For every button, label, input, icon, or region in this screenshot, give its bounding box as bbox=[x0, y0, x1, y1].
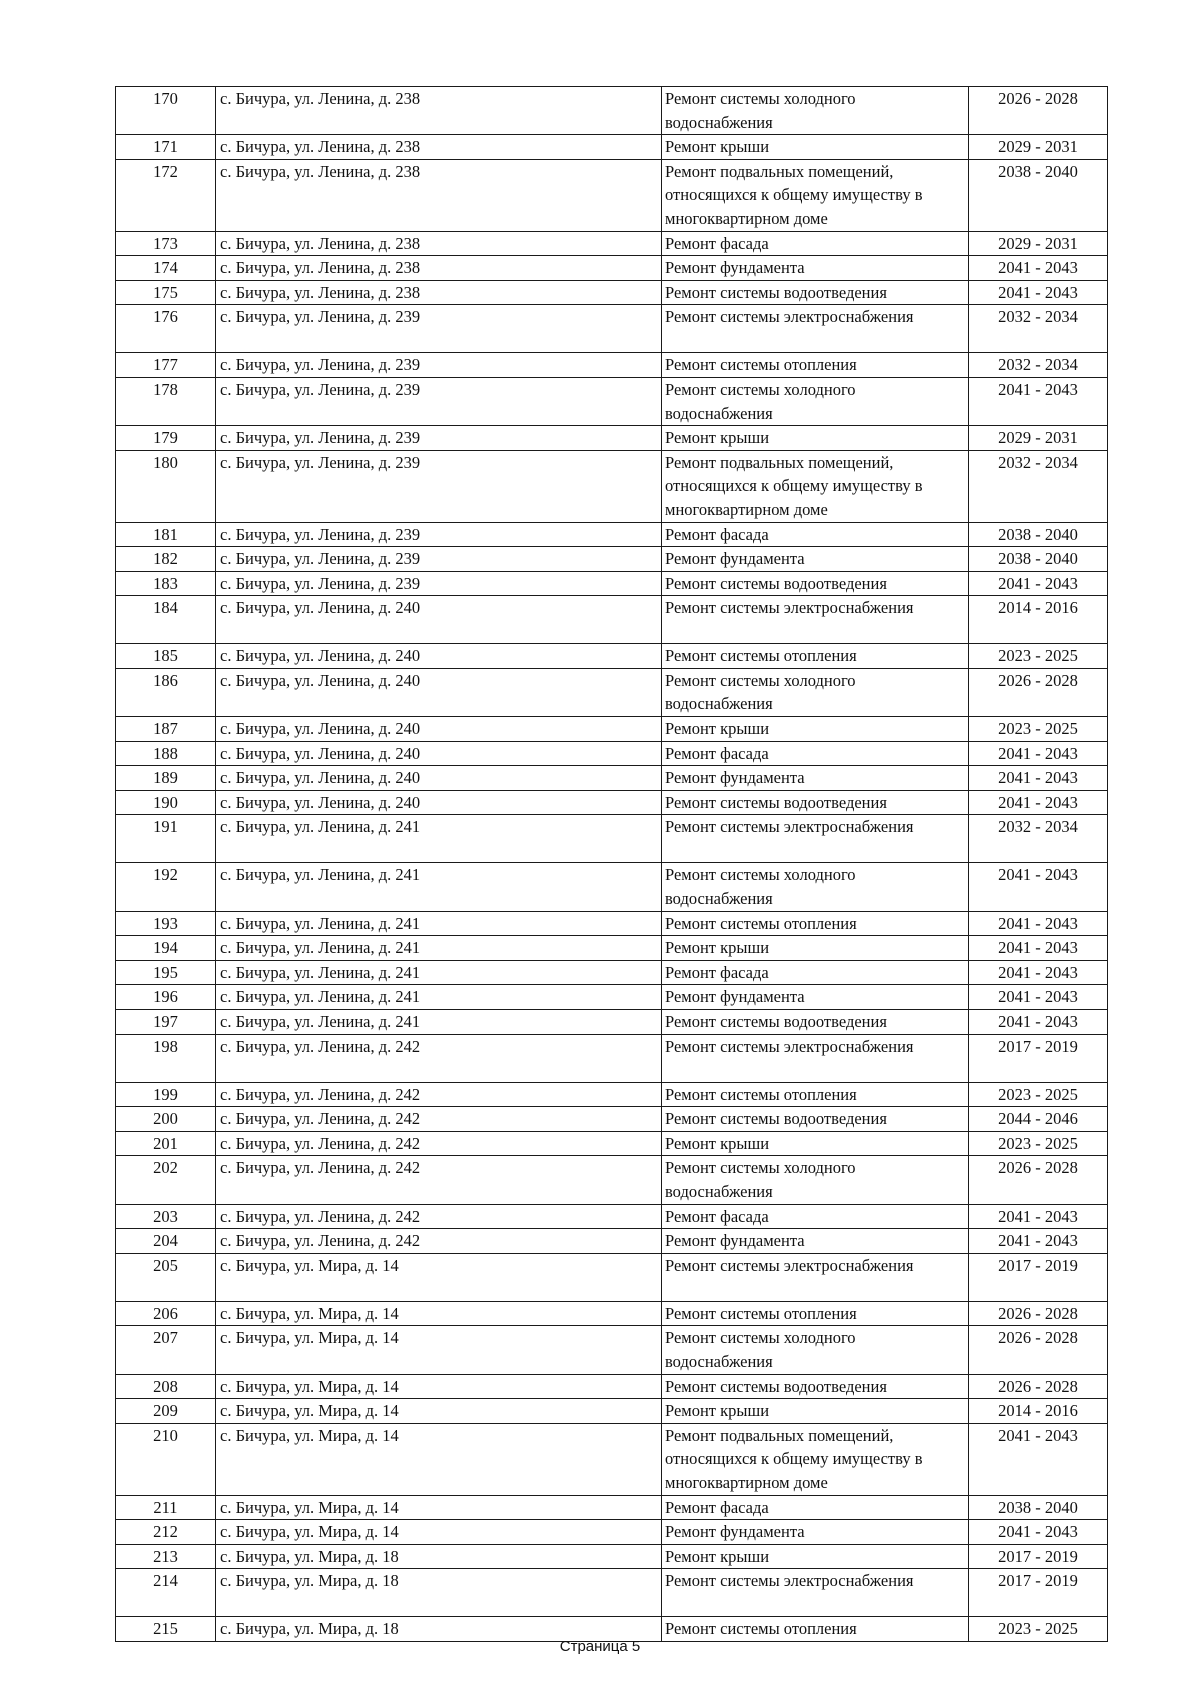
period-cell: 2041 - 2043 bbox=[969, 766, 1108, 791]
row-number-cell: 197 bbox=[116, 1010, 216, 1035]
table-row bbox=[116, 863, 1108, 911]
row-number-cell: 181 bbox=[116, 522, 216, 547]
row-number-cell: 180 bbox=[116, 450, 216, 522]
address-cell: с. Бичура, ул. Ленина, д. 242 bbox=[216, 1131, 662, 1156]
table-row bbox=[116, 1544, 1108, 1569]
table-row bbox=[116, 1301, 1108, 1326]
table-row bbox=[116, 231, 1108, 256]
row-number-cell: 189 bbox=[116, 766, 216, 791]
row-number-cell: 170 bbox=[116, 87, 216, 135]
table-row bbox=[116, 426, 1108, 451]
work-type-cell: Ремонт фасада bbox=[662, 231, 969, 256]
work-type-cell: Ремонт фасада bbox=[662, 1495, 969, 1520]
work-type-cell: Ремонт крыши bbox=[662, 717, 969, 742]
row-number-cell: 172 bbox=[116, 159, 216, 231]
row-number-cell: 198 bbox=[116, 1034, 216, 1082]
table-row bbox=[116, 741, 1108, 766]
period-cell: 2029 - 2031 bbox=[969, 135, 1108, 160]
address-cell: с. Бичура, ул. Мира, д. 18 bbox=[216, 1617, 662, 1642]
table-row bbox=[116, 717, 1108, 742]
address-cell: с. Бичура, ул. Ленина, д. 239 bbox=[216, 571, 662, 596]
period-cell: 2026 - 2028 bbox=[969, 1326, 1108, 1374]
period-cell: 2026 - 2028 bbox=[969, 1156, 1108, 1204]
address-cell: с. Бичура, ул. Ленина, д. 240 bbox=[216, 668, 662, 716]
table-row bbox=[116, 1520, 1108, 1545]
work-type-cell: Ремонт системы холодного водоснабжения bbox=[662, 1156, 969, 1204]
address-cell: с. Бичура, ул. Мира, д. 14 bbox=[216, 1399, 662, 1424]
row-number-cell: 208 bbox=[116, 1374, 216, 1399]
table-row bbox=[116, 790, 1108, 815]
period-cell: 2023 - 2025 bbox=[969, 717, 1108, 742]
work-type-cell: Ремонт фундамента bbox=[662, 1520, 969, 1545]
row-number-cell: 184 bbox=[116, 596, 216, 644]
address-cell: с. Бичура, ул. Ленина, д. 242 bbox=[216, 1034, 662, 1082]
table-row bbox=[116, 547, 1108, 572]
work-type-cell: Ремонт системы водоотведения bbox=[662, 1010, 969, 1035]
period-cell: 2041 - 2043 bbox=[969, 571, 1108, 596]
address-cell: с. Бичура, ул. Мира, д. 14 bbox=[216, 1423, 662, 1495]
period-cell: 2026 - 2028 bbox=[969, 1374, 1108, 1399]
work-type-cell: Ремонт системы отопления bbox=[662, 1617, 969, 1642]
period-cell: 2041 - 2043 bbox=[969, 1229, 1108, 1254]
row-number-cell: 215 bbox=[116, 1617, 216, 1642]
work-type-cell: Ремонт фундамента bbox=[662, 1229, 969, 1254]
address-cell: с. Бичура, ул. Ленина, д. 242 bbox=[216, 1107, 662, 1132]
table-row bbox=[116, 936, 1108, 961]
row-number-cell: 196 bbox=[116, 985, 216, 1010]
row-number-cell: 185 bbox=[116, 644, 216, 669]
address-cell: с. Бичура, ул. Ленина, д. 241 bbox=[216, 911, 662, 936]
work-type-cell: Ремонт системы электроснабжения bbox=[662, 815, 969, 863]
address-cell: с. Бичура, ул. Ленина, д. 239 bbox=[216, 522, 662, 547]
work-type-cell: Ремонт крыши bbox=[662, 936, 969, 961]
period-cell: 2041 - 2043 bbox=[969, 1520, 1108, 1545]
work-type-cell: Ремонт системы электроснабжения bbox=[662, 305, 969, 353]
period-cell: 2029 - 2031 bbox=[969, 426, 1108, 451]
work-type-cell: Ремонт системы водоотведения bbox=[662, 1374, 969, 1399]
table-row bbox=[116, 280, 1108, 305]
row-number-cell: 206 bbox=[116, 1301, 216, 1326]
period-cell: 2014 - 2016 bbox=[969, 596, 1108, 644]
address-cell: с. Бичура, ул. Ленина, д. 240 bbox=[216, 644, 662, 669]
table-row bbox=[116, 1253, 1108, 1301]
table-row bbox=[116, 377, 1108, 425]
work-type-cell: Ремонт системы отопления bbox=[662, 353, 969, 378]
period-cell: 2041 - 2043 bbox=[969, 1423, 1108, 1495]
address-cell: с. Бичура, ул. Ленина, д. 241 bbox=[216, 1010, 662, 1035]
work-type-cell: Ремонт системы электроснабжения bbox=[662, 1569, 969, 1617]
table-row bbox=[116, 668, 1108, 716]
period-cell: 2017 - 2019 bbox=[969, 1569, 1108, 1617]
row-number-cell: 212 bbox=[116, 1520, 216, 1545]
table-row bbox=[116, 1229, 1108, 1254]
work-type-cell: Ремонт системы отопления bbox=[662, 1082, 969, 1107]
table-row bbox=[116, 596, 1108, 644]
table-row bbox=[116, 135, 1108, 160]
table-row bbox=[116, 450, 1108, 522]
address-cell: с. Бичура, ул. Мира, д. 18 bbox=[216, 1544, 662, 1569]
address-cell: с. Бичура, ул. Ленина, д. 241 bbox=[216, 815, 662, 863]
row-number-cell: 175 bbox=[116, 280, 216, 305]
table-row bbox=[116, 353, 1108, 378]
address-cell: с. Бичура, ул. Ленина, д. 242 bbox=[216, 1082, 662, 1107]
period-cell: 2041 - 2043 bbox=[969, 1204, 1108, 1229]
period-cell: 2032 - 2034 bbox=[969, 353, 1108, 378]
address-cell: с. Бичура, ул. Ленина, д. 239 bbox=[216, 377, 662, 425]
period-cell: 2041 - 2043 bbox=[969, 256, 1108, 281]
work-type-cell: Ремонт подвальных помещений, относящихся к общему имуществу в многоквартирном доме bbox=[662, 450, 969, 522]
address-cell: с. Бичура, ул. Мира, д. 14 bbox=[216, 1326, 662, 1374]
row-number-cell: 177 bbox=[116, 353, 216, 378]
work-type-cell: Ремонт крыши bbox=[662, 1544, 969, 1569]
row-number-cell: 186 bbox=[116, 668, 216, 716]
row-number-cell: 209 bbox=[116, 1399, 216, 1424]
address-cell: с. Бичура, ул. Мира, д. 14 bbox=[216, 1374, 662, 1399]
table-row bbox=[116, 911, 1108, 936]
work-type-cell: Ремонт системы холодного водоснабжения bbox=[662, 668, 969, 716]
address-cell: с. Бичура, ул. Ленина, д. 239 bbox=[216, 450, 662, 522]
period-cell: 2041 - 2043 bbox=[969, 790, 1108, 815]
period-cell: 2041 - 2043 bbox=[969, 911, 1108, 936]
table-row bbox=[116, 1107, 1108, 1132]
address-cell: с. Бичура, ул. Ленина, д. 240 bbox=[216, 596, 662, 644]
table-body bbox=[116, 87, 1108, 1642]
repair-schedule-table bbox=[115, 86, 1108, 1642]
period-cell: 2017 - 2019 bbox=[969, 1253, 1108, 1301]
address-cell: с. Бичура, ул. Ленина, д. 242 bbox=[216, 1229, 662, 1254]
row-number-cell: 202 bbox=[116, 1156, 216, 1204]
work-type-cell: Ремонт фундамента bbox=[662, 766, 969, 791]
row-number-cell: 193 bbox=[116, 911, 216, 936]
row-number-cell: 211 bbox=[116, 1495, 216, 1520]
period-cell: 2017 - 2019 bbox=[969, 1034, 1108, 1082]
address-cell: с. Бичура, ул. Мира, д. 14 bbox=[216, 1301, 662, 1326]
table-row bbox=[116, 1569, 1108, 1617]
work-type-cell: Ремонт крыши bbox=[662, 1131, 969, 1156]
row-number-cell: 194 bbox=[116, 936, 216, 961]
address-cell: с. Бичура, ул. Ленина, д. 238 bbox=[216, 87, 662, 135]
work-type-cell: Ремонт системы водоотведения bbox=[662, 571, 969, 596]
table-row bbox=[116, 1204, 1108, 1229]
period-cell: 2014 - 2016 bbox=[969, 1399, 1108, 1424]
work-type-cell: Ремонт системы электроснабжения bbox=[662, 1034, 969, 1082]
work-type-cell: Ремонт фундамента bbox=[662, 256, 969, 281]
work-type-cell: Ремонт фасада bbox=[662, 522, 969, 547]
period-cell: 2038 - 2040 bbox=[969, 159, 1108, 231]
work-type-cell: Ремонт крыши bbox=[662, 1399, 969, 1424]
row-number-cell: 199 bbox=[116, 1082, 216, 1107]
period-cell: 2041 - 2043 bbox=[969, 377, 1108, 425]
period-cell: 2032 - 2034 bbox=[969, 305, 1108, 353]
work-type-cell: Ремонт подвальных помещений, относящихся к общему имуществу в многоквартирном доме bbox=[662, 159, 969, 231]
address-cell: с. Бичура, ул. Ленина, д. 241 bbox=[216, 936, 662, 961]
address-cell: с. Бичура, ул. Ленина, д. 238 bbox=[216, 135, 662, 160]
row-number-cell: 207 bbox=[116, 1326, 216, 1374]
table-row bbox=[116, 522, 1108, 547]
row-number-cell: 205 bbox=[116, 1253, 216, 1301]
work-type-cell: Ремонт системы отопления bbox=[662, 644, 969, 669]
period-cell: 2038 - 2040 bbox=[969, 522, 1108, 547]
address-cell: с. Бичура, ул. Ленина, д. 240 bbox=[216, 766, 662, 791]
address-cell: с. Бичура, ул. Ленина, д. 239 bbox=[216, 305, 662, 353]
period-cell: 2038 - 2040 bbox=[969, 1495, 1108, 1520]
row-number-cell: 183 bbox=[116, 571, 216, 596]
row-number-cell: 204 bbox=[116, 1229, 216, 1254]
row-number-cell: 192 bbox=[116, 863, 216, 911]
period-cell: 2023 - 2025 bbox=[969, 1082, 1108, 1107]
table-row bbox=[116, 644, 1108, 669]
row-number-cell: 176 bbox=[116, 305, 216, 353]
period-cell: 2026 - 2028 bbox=[969, 87, 1108, 135]
work-type-cell: Ремонт системы холодного водоснабжения bbox=[662, 863, 969, 911]
work-type-cell: Ремонт системы отопления bbox=[662, 911, 969, 936]
work-type-cell: Ремонт системы холодного водоснабжения bbox=[662, 1326, 969, 1374]
table-row bbox=[116, 1495, 1108, 1520]
table-row bbox=[116, 305, 1108, 353]
address-cell: с. Бичура, ул. Мира, д. 14 bbox=[216, 1520, 662, 1545]
table-row bbox=[116, 985, 1108, 1010]
table-row bbox=[116, 815, 1108, 863]
row-number-cell: 214 bbox=[116, 1569, 216, 1617]
address-cell: с. Бичура, ул. Ленина, д. 241 bbox=[216, 960, 662, 985]
work-type-cell: Ремонт крыши bbox=[662, 135, 969, 160]
period-cell: 2041 - 2043 bbox=[969, 280, 1108, 305]
row-number-cell: 210 bbox=[116, 1423, 216, 1495]
row-number-cell: 195 bbox=[116, 960, 216, 985]
table-row bbox=[116, 571, 1108, 596]
address-cell: с. Бичура, ул. Ленина, д. 240 bbox=[216, 741, 662, 766]
work-type-cell: Ремонт системы водоотведения bbox=[662, 280, 969, 305]
table-row bbox=[116, 1034, 1108, 1082]
work-type-cell: Ремонт фундамента bbox=[662, 985, 969, 1010]
table-row bbox=[116, 766, 1108, 791]
row-number-cell: 174 bbox=[116, 256, 216, 281]
work-type-cell: Ремонт системы отопления bbox=[662, 1301, 969, 1326]
period-cell: 2032 - 2034 bbox=[969, 815, 1108, 863]
row-number-cell: 201 bbox=[116, 1131, 216, 1156]
row-number-cell: 190 bbox=[116, 790, 216, 815]
work-type-cell: Ремонт фасада bbox=[662, 741, 969, 766]
work-type-cell: Ремонт подвальных помещений, относящихся к общему имуществу в многоквартирном доме bbox=[662, 1423, 969, 1495]
table-row bbox=[116, 87, 1108, 135]
table-row bbox=[116, 1010, 1108, 1035]
address-cell: с. Бичура, ул. Ленина, д. 238 bbox=[216, 231, 662, 256]
work-type-cell: Ремонт системы электроснабжения bbox=[662, 1253, 969, 1301]
address-cell: с. Бичура, ул. Ленина, д. 238 bbox=[216, 159, 662, 231]
row-number-cell: 191 bbox=[116, 815, 216, 863]
work-type-cell: Ремонт фундамента bbox=[662, 547, 969, 572]
row-number-cell: 213 bbox=[116, 1544, 216, 1569]
address-cell: с. Бичура, ул. Ленина, д. 240 bbox=[216, 717, 662, 742]
work-type-cell: Ремонт системы водоотведения bbox=[662, 790, 969, 815]
period-cell: 2041 - 2043 bbox=[969, 863, 1108, 911]
work-type-cell: Ремонт фасада bbox=[662, 960, 969, 985]
period-cell: 2023 - 2025 bbox=[969, 644, 1108, 669]
row-number-cell: 188 bbox=[116, 741, 216, 766]
address-cell: с. Бичура, ул. Ленина, д. 241 bbox=[216, 985, 662, 1010]
table-row bbox=[116, 960, 1108, 985]
period-cell: 2041 - 2043 bbox=[969, 985, 1108, 1010]
period-cell: 2041 - 2043 bbox=[969, 936, 1108, 961]
row-number-cell: 182 bbox=[116, 547, 216, 572]
address-cell: с. Бичура, ул. Мира, д. 14 bbox=[216, 1495, 662, 1520]
period-cell: 2023 - 2025 bbox=[969, 1131, 1108, 1156]
period-cell: 2038 - 2040 bbox=[969, 547, 1108, 572]
work-type-cell: Ремонт системы холодного водоснабжения bbox=[662, 377, 969, 425]
address-cell: с. Бичура, ул. Ленина, д. 239 bbox=[216, 426, 662, 451]
work-type-cell: Ремонт крыши bbox=[662, 426, 969, 451]
row-number-cell: 171 bbox=[116, 135, 216, 160]
address-cell: с. Бичура, ул. Мира, д. 18 bbox=[216, 1569, 662, 1617]
address-cell: с. Бичура, ул. Ленина, д. 241 bbox=[216, 863, 662, 911]
row-number-cell: 179 bbox=[116, 426, 216, 451]
period-cell: 2029 - 2031 bbox=[969, 231, 1108, 256]
page-number: Страница 5 bbox=[559, 1638, 641, 1655]
address-cell: с. Бичура, ул. Ленина, д. 242 bbox=[216, 1204, 662, 1229]
table-row bbox=[116, 1156, 1108, 1204]
address-cell: с. Бичура, ул. Ленина, д. 239 bbox=[216, 353, 662, 378]
row-number-cell: 200 bbox=[116, 1107, 216, 1132]
table-row bbox=[116, 1399, 1108, 1424]
table-row bbox=[116, 1082, 1108, 1107]
table-row bbox=[116, 1131, 1108, 1156]
period-cell: 2026 - 2028 bbox=[969, 1301, 1108, 1326]
table-row bbox=[116, 256, 1108, 281]
address-cell: с. Бичура, ул. Ленина, д. 240 bbox=[216, 790, 662, 815]
period-cell: 2041 - 2043 bbox=[969, 960, 1108, 985]
period-cell: 2041 - 2043 bbox=[969, 741, 1108, 766]
row-number-cell: 173 bbox=[116, 231, 216, 256]
table-row bbox=[116, 1326, 1108, 1374]
row-number-cell: 187 bbox=[116, 717, 216, 742]
address-cell: с. Бичура, ул. Мира, д. 14 bbox=[216, 1253, 662, 1301]
table-row bbox=[116, 1423, 1108, 1495]
work-type-cell: Ремонт системы холодного водоснабжения bbox=[662, 87, 969, 135]
work-type-cell: Ремонт системы водоотведения bbox=[662, 1107, 969, 1132]
period-cell: 2041 - 2043 bbox=[969, 1010, 1108, 1035]
period-cell: 2017 - 2019 bbox=[969, 1544, 1108, 1569]
row-number-cell: 203 bbox=[116, 1204, 216, 1229]
address-cell: с. Бичура, ул. Ленина, д. 239 bbox=[216, 547, 662, 572]
address-cell: с. Бичура, ул. Ленина, д. 238 bbox=[216, 280, 662, 305]
address-cell: с. Бичура, ул. Ленина, д. 238 bbox=[216, 256, 662, 281]
table-row bbox=[116, 1374, 1108, 1399]
period-cell: 2026 - 2028 bbox=[969, 668, 1108, 716]
period-cell: 2044 - 2046 bbox=[969, 1107, 1108, 1132]
address-cell: с. Бичура, ул. Ленина, д. 242 bbox=[216, 1156, 662, 1204]
table-row bbox=[116, 159, 1108, 231]
work-type-cell: Ремонт фасада bbox=[662, 1204, 969, 1229]
period-cell: 2032 - 2034 bbox=[969, 450, 1108, 522]
row-number-cell: 178 bbox=[116, 377, 216, 425]
work-type-cell: Ремонт системы электроснабжения bbox=[662, 596, 969, 644]
period-cell: 2023 - 2025 bbox=[969, 1617, 1108, 1642]
